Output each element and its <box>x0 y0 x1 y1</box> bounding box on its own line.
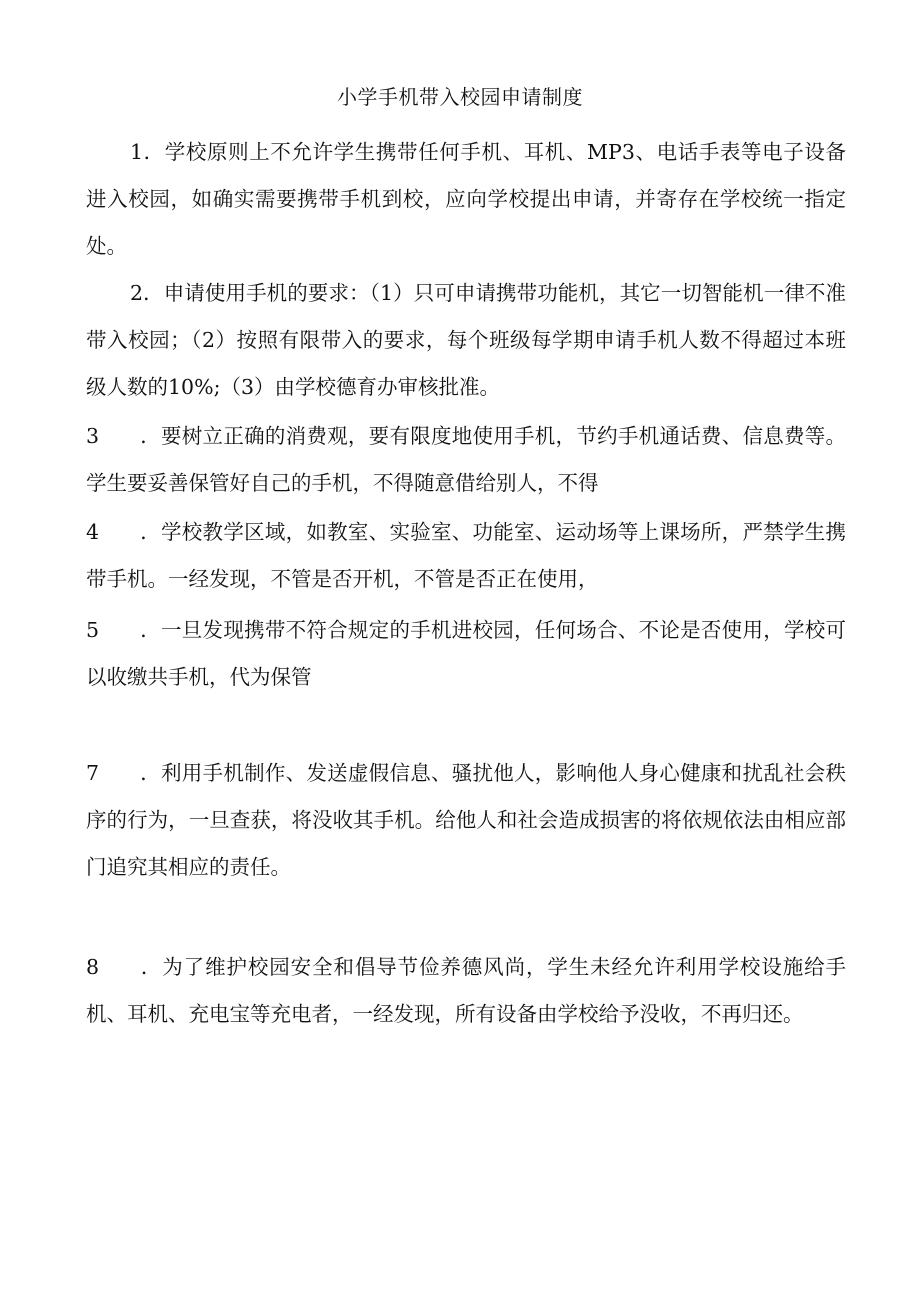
paragraph-text: ．要树立正确的消费观，要有限度地使用手机，节约手机通话费、信息费等。学生要妥善保管好自己的手机，不得随意借给别人，不得 <box>86 424 846 495</box>
paragraph-number: 2 <box>130 281 144 305</box>
paragraph-number: 8 <box>86 955 100 979</box>
paragraph-8 <box>86 944 846 1038</box>
paragraph-3 <box>86 413 846 507</box>
document-title: 小学手机带入校园申请制度 <box>337 85 583 109</box>
paragraph-text: ．为了维护校园安全和倡导节俭养德风尚，学生未经允许利用学校设施给手机、耳机、充电宝等充电者，一经发现，所有设备由学校给予没收，不再归还。 <box>86 955 846 1026</box>
paragraph-text: ．学校原则上不允许学生携带任何手机、耳机、MP3、电话手表等电子设备进入校园，如确实需要携带手机到校，应向学校提出申请，并寄存在学校统一指定处。 <box>86 140 846 258</box>
paragraph-text: ．申请使用手机的要求：（1）只可申请携带功能机，其它一切智能机一律不准带入校园；（2）按照有限带入的要求，每个班级每学期申请手机人数不得超过本班级人数的10%;（3）由学校德育办审核批准。 <box>86 281 846 399</box>
paragraph-4 <box>86 509 846 603</box>
paragraph-number: 7 <box>86 761 100 785</box>
paragraph-text: ．一旦发现携带不符合规定的手机进校园，任何场合、不论是否使用，学校可以收缴共手机，代为保管 <box>86 618 846 689</box>
paragraph-2 <box>86 270 846 411</box>
paragraph-5 <box>86 607 846 701</box>
paragraph-7 <box>86 750 846 891</box>
paragraph-1 <box>86 129 846 270</box>
paragraph-number: 1 <box>130 140 144 164</box>
paragraph-text: ．利用手机制作、发送虚假信息、骚扰他人，影响他人身心健康和扰乱社会秩序的行为，一旦查获，将没收其手机。给他人和社会造成损害的将依规依法由相应部门追究其相应的责任。 <box>86 761 846 879</box>
paragraph-text: ．学校教学区域，如教室、实验室、功能室、运动场等上课场所，严禁学生携带手机。一经发现，不管是否开机，不管是否正在使用， <box>86 520 846 591</box>
paragraph-number: 5 <box>86 618 100 642</box>
paragraph-number: 4 <box>86 520 100 544</box>
paragraph-number: 3 <box>86 424 100 448</box>
